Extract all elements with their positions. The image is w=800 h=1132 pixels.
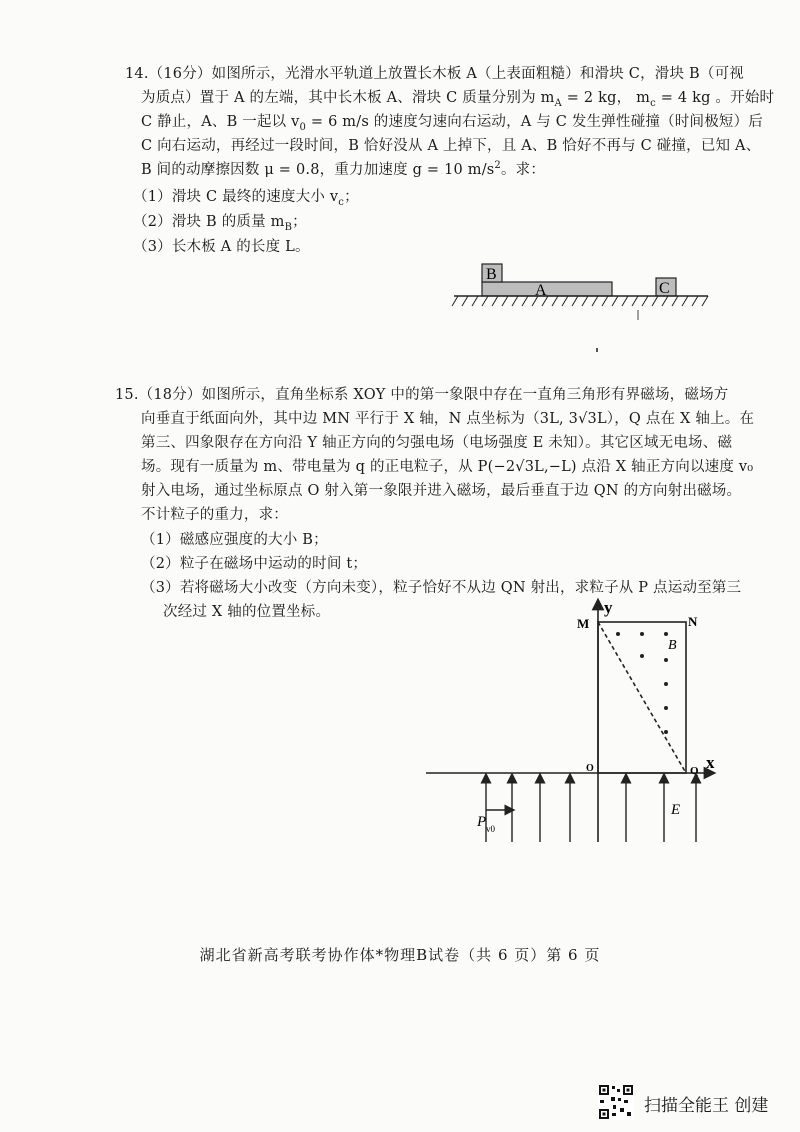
q14-line-1: 14.（16分）如图所示，光滑水平轨道上放置长木板 A（上表面粗糙）和滑块 C，滑块 B（可视 — [125, 66, 744, 82]
watermark-text: 扫描全能王 创建 — [644, 1096, 769, 1116]
qr-code-icon — [598, 1084, 634, 1120]
q15-sub-question-1: （1）磁感应强度的大小 B； — [141, 532, 328, 548]
q15-line-6: 不计粒子的重力，求： — [141, 507, 288, 523]
e-field-arrows — [486, 778, 696, 842]
q14-line-5: B 间的动摩擦因数 μ = 0.8，重力加速度 g = 10 $m/s^2$。求： — [141, 160, 546, 178]
q15-line-5: 射入电场，通过坐标原点 O 射入第一象限并进入磁场，最后垂直于边 QN 的方向射出磁场。 — [141, 483, 742, 499]
q15-sub-question-2: （2）粒子在磁场中运动的时间 t； — [141, 556, 368, 572]
q15-sub-question-3-cont: 次经过 X 轴的位置坐标。 — [163, 604, 331, 620]
q14-figure — [440, 258, 720, 322]
scan-mark — [596, 348, 598, 352]
label-n: N — [688, 614, 698, 629]
q15-line-1: 15.（18分）如图所示，直角坐标系 XOY 中的第一象限中存在一直角三角形有界磁场，磁场方 — [115, 387, 729, 403]
scanner-watermark — [598, 1084, 788, 1120]
q15-line-2: 向垂直于纸面向外，其中边 MN 平行于 X 轴，N 点坐标为（3L, 3√3L），Q 点在 X 轴上。在 — [141, 411, 755, 427]
page-footer: 湖北省新高考联考协作体*物理B试卷（共 6 页）第 6 页 — [199, 946, 601, 964]
field-dots — [616, 632, 668, 734]
q14-line-2: 为质点）置于 A 的左端，其中长木板 A、滑块 C 质量分别为 $m_A = 2$ kg， $m_c = 4$ kg 。开始时 — [141, 90, 775, 109]
label-v0: v0 — [486, 824, 495, 834]
label-b: B — [668, 638, 677, 653]
q14-sub-question-3: （3）长木板 A 的长度 L。 — [133, 239, 310, 255]
q14-line-4: C 向右运动，再经过一段时间，B 恰好没从 A 上掉下，且 A、B 恰好不再与 C 碰撞，已知 A、 — [141, 138, 761, 154]
q15-line-4: 场。现有一质量为 m、带电量为 q 的正电粒子，从 P(−2√3L,−L) 点沿 X 轴正方向以速度 v₀ — [141, 459, 754, 475]
label-q: Q — [690, 765, 699, 777]
ground-hatching — [452, 296, 708, 306]
q14-line-3: C 静止，A、B 一起以 $v_0 = 6$ m/s 的速度匀速向右运动，A 与 C 发生弹性碰撞（时间极短）后 — [141, 114, 763, 133]
q14-sub-question-1: （1）滑块 C 最终的速度大小 $v_c$； — [133, 189, 359, 208]
q15-line-3: 第三、四象限存在方向沿 Y 轴正方向的匀强电场（电场强度 E 未知）。其它区域无电场、磁 — [141, 435, 733, 451]
label-a: A — [535, 282, 547, 299]
label-p: P — [477, 814, 487, 830]
q14-sub-question-2: （2）滑块 B 的质量 $m_B$； — [133, 214, 307, 233]
label-o: O — [586, 763, 594, 774]
board-a — [482, 282, 612, 296]
q15-figure — [420, 596, 730, 852]
label-e: E — [671, 802, 681, 818]
y-axis-label: y — [604, 598, 613, 617]
x-axis-label: x — [706, 753, 715, 772]
q15-sub-question-3: （3）若将磁场大小改变（方向未变），粒子恰好不从边 QN 射出，求粒子从 P 点运动至第三 — [141, 580, 742, 596]
label-b: B — [486, 266, 497, 283]
label-c: C — [659, 280, 670, 297]
label-m: M — [577, 616, 590, 631]
